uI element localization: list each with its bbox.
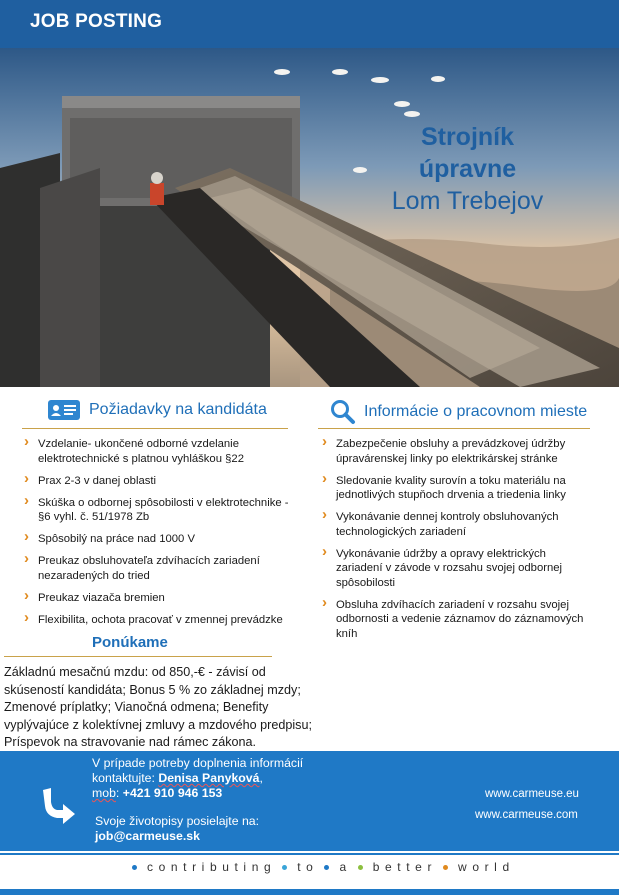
offer-heading: Ponúkame xyxy=(92,634,168,651)
slogan-top-line xyxy=(0,853,619,855)
contact-intro: V prípade potreby doplnenia informácií xyxy=(92,756,304,770)
job-info-list xyxy=(320,437,590,649)
slogan-dot xyxy=(282,865,287,870)
list-item: › Vykonávanie dennej kontroly obsluhovaných technologických zariadení xyxy=(320,510,590,539)
conveyor-photo xyxy=(0,48,619,387)
hero-image xyxy=(0,48,619,387)
list-item xyxy=(22,474,292,489)
list-item: › Vzdelanie- ukončené odborné vzdelanie elektrotechnické s platnou vyhláškou §22 xyxy=(22,437,292,466)
list-item: › Preukaz viazača bremien xyxy=(22,591,292,606)
cv-instruction: Svoje životopisy posielajte na: xyxy=(95,814,260,828)
slogan-word: world xyxy=(458,860,515,874)
list-item: › Skúška o odbornej spôsobilosti v elektrotechnike - §6 vyhl. č. 51/1978 Zb xyxy=(22,496,292,525)
job-info-divider xyxy=(318,428,590,429)
website-link-eu[interactable]: www.carmeuse.eu xyxy=(485,788,579,800)
list-item: › Spôsobilý na práce nad 1000 V xyxy=(22,532,292,547)
slogan-word: to xyxy=(297,860,319,874)
requirements-heading-label: Požiadavky na kandidáta xyxy=(89,401,267,418)
contact-phone-line xyxy=(92,786,222,801)
reply-arrow-icon xyxy=(37,784,77,826)
offer-text: Základnú mesačnú mzdu: od 850,-€ - závisí od skúseností kandidáta; Bonus 5 % zo základnej mzdy; Zmenové príplatky; Vianočná odmena; Benefity vyplývajúce z kolektívnej zmluvy a mzdového predpisu; Príspevok na stravovanie nad rámec zákona. xyxy=(4,665,312,749)
list-item-text: Prax 2-3 v danej oblasti xyxy=(38,474,157,487)
job-location: Lom Trebejov xyxy=(391,187,544,215)
slogan-word: better xyxy=(372,860,438,874)
requirements-divider xyxy=(22,428,288,429)
mob-separator: : xyxy=(115,786,123,800)
website-link-com[interactable]: www.carmeuse.com xyxy=(475,809,578,821)
job-title-line2: úpravne xyxy=(418,155,517,183)
contact-phone[interactable]: +421 910 946 153 xyxy=(122,786,223,800)
slogan-word: a xyxy=(339,860,352,874)
list-item: › Zabezpečenie obsluhy a prevádzkovej údržby úpravárenskej linky po elektrikárskej stránke xyxy=(320,437,590,466)
contact-person-line xyxy=(92,771,263,786)
id-card-icon xyxy=(47,399,81,421)
slogan-dot xyxy=(324,865,329,870)
slogan xyxy=(126,860,515,874)
list-item: › Obsluha zdvíhacích zariadení v rozsahu svojej odbornosti a vedenie záznamov do záznamových kníh xyxy=(320,598,590,642)
mob-label: mob xyxy=(92,786,116,800)
contact-email[interactable]: job@carmeuse.sk xyxy=(95,829,200,843)
slogan-dot xyxy=(443,865,448,870)
slogan-dot xyxy=(358,865,363,870)
slogan-dot xyxy=(132,865,137,870)
contact-suffix: , xyxy=(259,771,263,785)
job-title xyxy=(360,121,575,217)
slogan-word: contributing xyxy=(147,860,277,874)
page-title: JOB POSTING xyxy=(30,11,163,32)
offer-divider xyxy=(4,656,272,657)
footer-strip xyxy=(0,889,619,895)
contact-name: Denisa Panyková xyxy=(158,771,260,785)
magnifier-icon xyxy=(330,399,356,425)
requirements-heading xyxy=(47,399,267,421)
list-item: › Vykonávanie údržby a opravy elektrických zariadení v závode v rozsahu svojej odbornej spôsobilosti xyxy=(320,547,590,591)
list-item: › Preukaz obsluhovateľa zdvíhacích zariadení nezaradených do tried xyxy=(22,554,292,583)
job-info-heading-label: Informácie o pracovnom mieste xyxy=(364,403,588,420)
list-item: › Flexibilita, ochota pracovať v zmennej prevádzke xyxy=(22,613,292,628)
job-title-line1: Strojník xyxy=(420,123,515,151)
header-bar xyxy=(0,0,619,48)
list-item: › Sledovanie kvality surovín a toku materiálu na jednotlivých stupňoch drvenia a triedenia linky xyxy=(320,474,590,503)
requirements-list xyxy=(22,437,292,635)
job-info-heading xyxy=(330,399,587,425)
contact-prefix: kontaktujte: xyxy=(92,771,159,785)
